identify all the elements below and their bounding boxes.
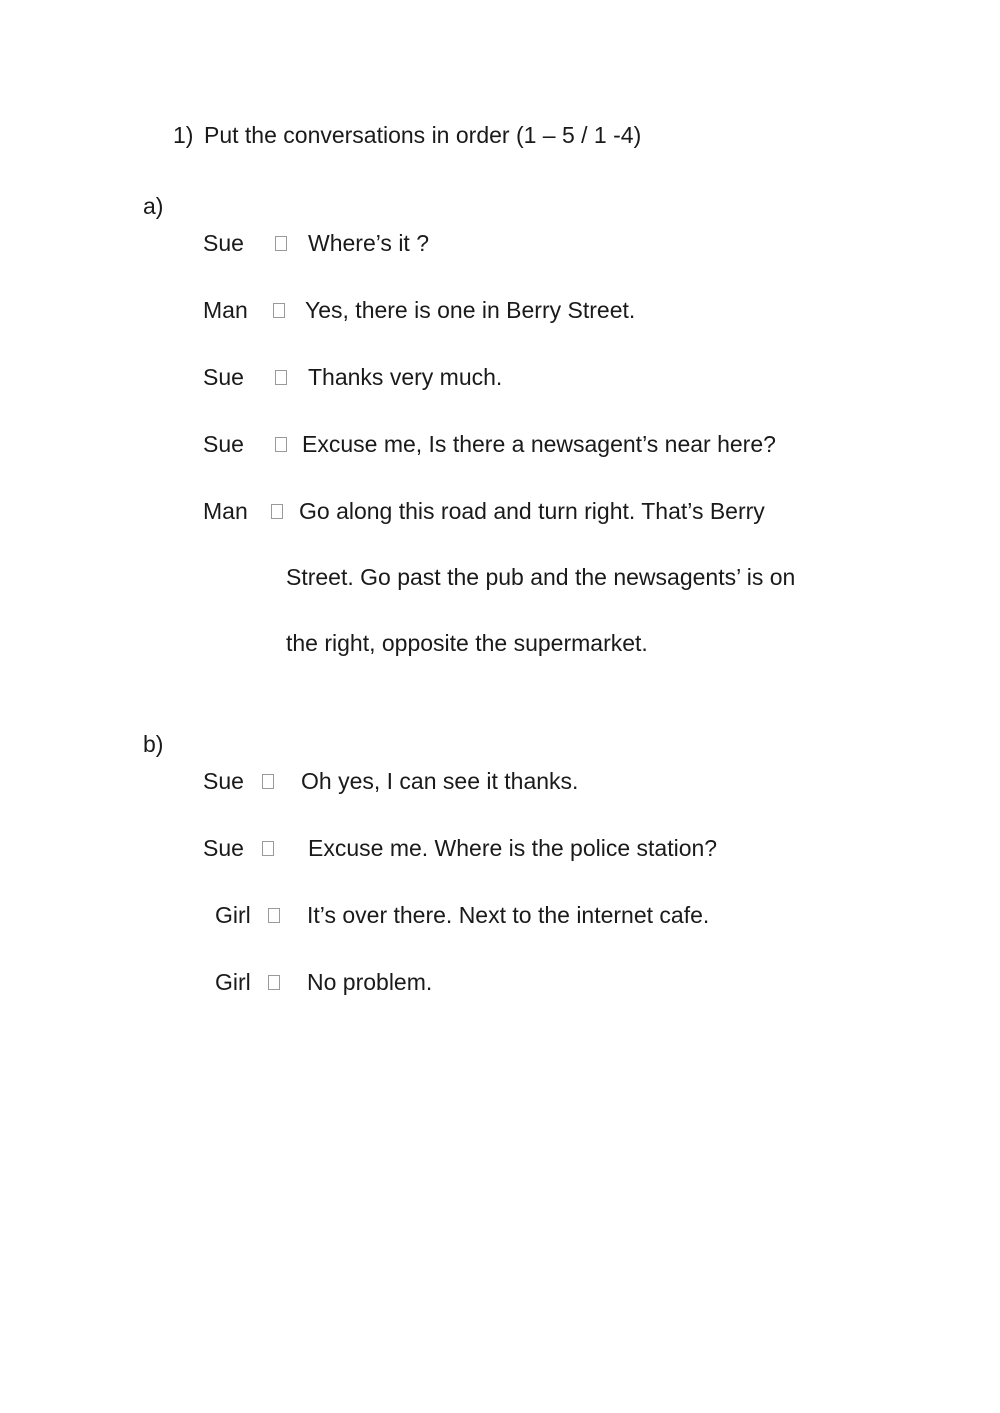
- dialogue-line: It’s over there. Next to the internet cafe.: [307, 902, 710, 928]
- speaker: Sue: [203, 768, 244, 794]
- speaker: Sue: [203, 364, 244, 390]
- speaker: Girl: [215, 902, 251, 928]
- order-box[interactable]: [275, 437, 287, 452]
- speaker: Sue: [203, 230, 244, 256]
- order-box[interactable]: [262, 841, 274, 856]
- dialogue-line-continued: Street. Go past the pub and the newsagents’ is on: [286, 564, 796, 590]
- dialogue-line: No problem.: [307, 969, 433, 995]
- section-a-label: a): [143, 193, 164, 219]
- dialogue-line: Oh yes, I can see it thanks.: [301, 768, 579, 794]
- order-box[interactable]: [273, 303, 285, 318]
- dialogue-line: Yes, there is one in Berry Street.: [305, 297, 636, 323]
- order-box[interactable]: [275, 236, 287, 251]
- speaker: Girl: [215, 969, 251, 995]
- speaker: Sue: [203, 835, 244, 861]
- speaker: Man: [203, 498, 248, 524]
- speaker: Man: [203, 297, 248, 323]
- dialogue-line: Go along this road and turn right. That’s Berry: [299, 498, 765, 524]
- order-box[interactable]: [268, 975, 280, 990]
- instruction-text: Put the conversations in order (1 – 5 / 1 -4): [204, 122, 642, 148]
- order-box[interactable]: [275, 370, 287, 385]
- dialogue-line: Excuse me. Where is the police station?: [308, 835, 718, 861]
- dialogue-line: Thanks very much.: [308, 364, 503, 390]
- speaker: Sue: [203, 431, 244, 457]
- section-b-label: b): [143, 731, 164, 757]
- dialogue-line: Excuse me, Is there a newsagent’s near here?: [302, 431, 776, 457]
- order-box[interactable]: [268, 908, 280, 923]
- dialogue-line-continued: the right, opposite the supermarket.: [286, 630, 648, 656]
- order-box[interactable]: [271, 504, 283, 519]
- question-number: 1): [173, 122, 194, 148]
- order-box[interactable]: [262, 774, 274, 789]
- dialogue-line: Where’s it ?: [308, 230, 430, 256]
